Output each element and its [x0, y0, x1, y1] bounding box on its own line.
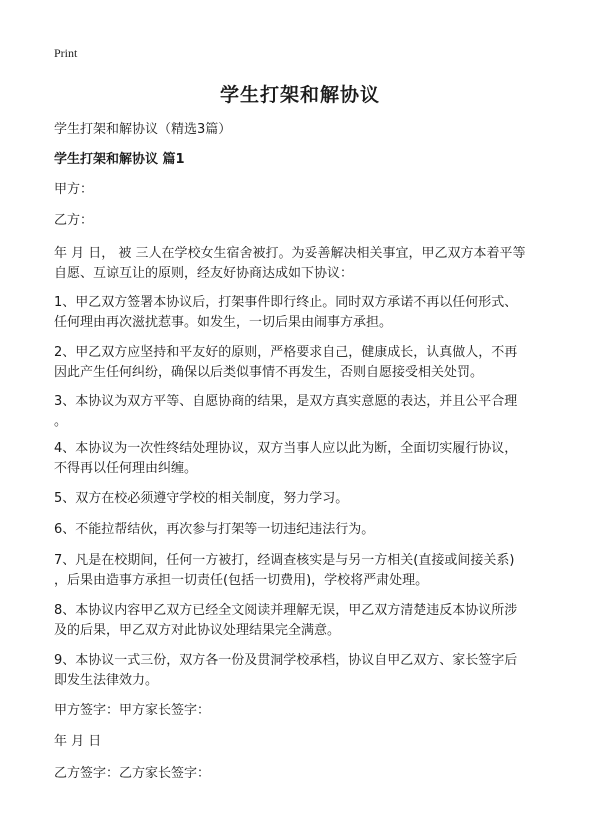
clause-line: 7、凡是在校期间，任何一方被打，经调查核实是与另一方相关(直接或间接关系) — [54, 553, 515, 568]
signature-party-a: 甲方签字：甲方家长签字： — [54, 703, 211, 718]
clause-line: ，后果由造事方承担一切责任(包括一切费用)，学校将严肃处理。 — [54, 573, 429, 588]
party-b-label: 乙方： — [54, 213, 94, 228]
clause-line: 不得再以任何理由纠缠。 — [54, 461, 198, 476]
clause-line: 8、本协议内容甲乙双方已经全文阅读并理解无误，甲乙双方清楚违反本协议所涉 — [54, 603, 518, 618]
intro-line: 自愿、互谅互让的原则，经友好协商达成如下协议： — [54, 266, 354, 281]
signature-date: 年 月 日 — [54, 734, 102, 749]
print-label: Print — [54, 46, 78, 60]
page-title: 学生打架和解协议 — [219, 84, 380, 106]
clause-line: 6、不能拉帮结伙，再次参与打架等一切违纪违法行为。 — [54, 522, 375, 537]
clause-line: 及的后果，甲乙双方对此协议处理结果完全满意。 — [54, 623, 341, 638]
clause-line: 1、甲乙双方签署本协议后，打架事件即行终止。同时双方承诺不再以任何形式、 — [54, 295, 518, 310]
clause-line: 5、双方在校必须遵守学校的相关制度，努力学习。 — [54, 491, 349, 506]
clause-line: 4、本协议为一次性终结处理协议，双方当事人应以此为断，全面切实履行协议， — [54, 441, 518, 456]
clause-line: 任何理由再次滋扰惹事。如发生，一切后果由闹事方承担。 — [54, 315, 393, 330]
clause-line: 。 — [54, 414, 68, 429]
party-a-label: 甲方： — [54, 182, 94, 197]
clause-line: 因此产生任何纠纷，确保以后类似事情不再发生，否则自愿接受相关处罚。 — [54, 365, 484, 380]
clause-line: 即发生法律效力。 — [54, 673, 159, 688]
signature-party-b: 乙方签字：乙方家长签字： — [54, 766, 211, 781]
section-heading: 学生打架和解协议 篇1 — [54, 152, 185, 167]
document-subtitle: 学生打架和解协议（精选3篇） — [54, 122, 232, 137]
clause-line: 3、本协议为双方平等、自愿协商的结果，是双方真实意愿的表达，并且公平合理 — [54, 394, 518, 409]
clause-line: 9、本协议一式三份，双方各一份及贯洞学校承档，协议自甲乙双方、家长签字后 — [54, 653, 518, 668]
intro-line: 年 月 日， 被 三人在学校女生宿舍被打。为妥善解决相关事宜，甲乙双方本着平等 — [54, 246, 526, 261]
clause-line: 2、甲乙双方应坚持和平友好的原则，严格要求自己，健康成长，认真做人，不再 — [54, 345, 518, 360]
